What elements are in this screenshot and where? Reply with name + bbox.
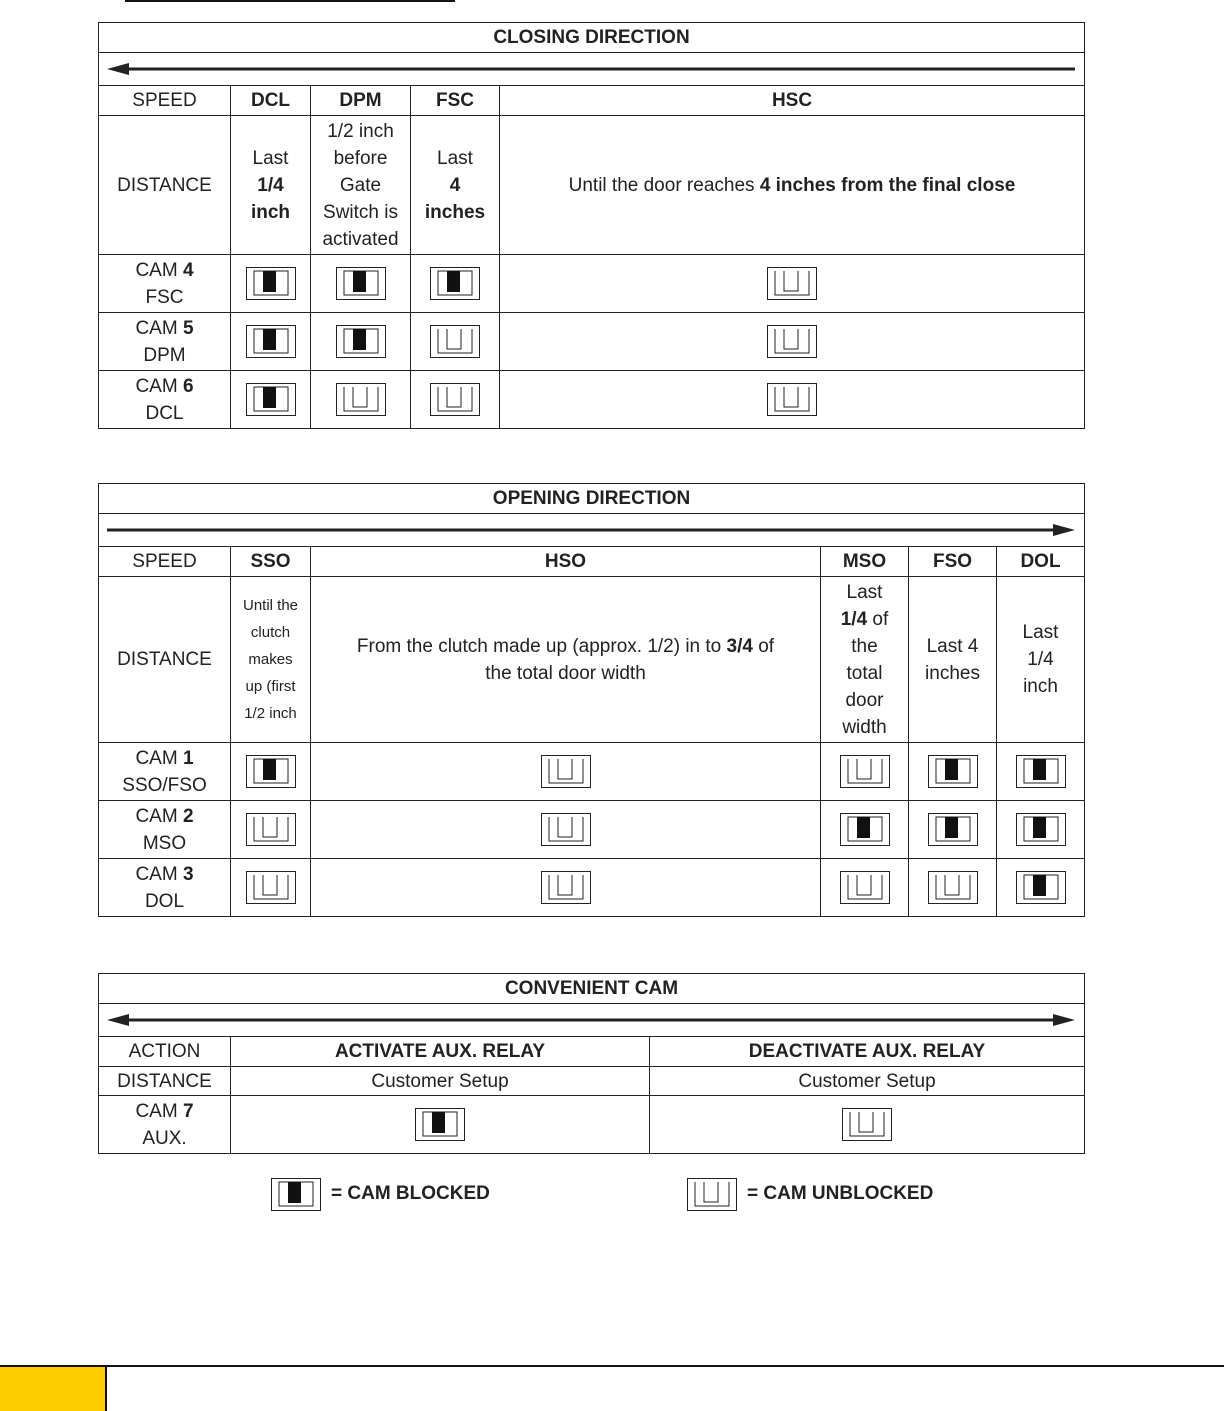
closing-distance-dpm: 1/2 inch before Gate Switch is activated — [311, 116, 411, 255]
table-row — [99, 371, 1085, 429]
cam-label: CAM 3 DOL — [99, 859, 231, 917]
cam-unblocked-icon — [767, 325, 817, 358]
cam-blocked-icon — [1016, 871, 1066, 904]
convenient-title: CONVENIENT CAM — [99, 974, 1085, 1004]
opening-col-mso: MSO — [821, 547, 909, 577]
table-row — [99, 743, 1085, 801]
cam-unblocked-icon — [840, 755, 890, 788]
opening-distance-sso: Until the clutch makes up (first 1/2 inch — [231, 577, 311, 743]
cam-unblocked-icon — [336, 383, 386, 416]
closing-distance-fsc: Last 4 inches — [411, 116, 500, 255]
opening-distance-hso: From the clutch made up (approx. 1/2) in to 3/4 of the total door width — [311, 577, 821, 743]
closing-col-dcl: DCL — [231, 86, 311, 116]
opening-distance-label: DISTANCE — [99, 577, 231, 743]
footer-rule — [0, 1365, 1224, 1367]
double-arrow-icon — [99, 1004, 1084, 1036]
cam-unblocked-icon — [687, 1178, 737, 1211]
opening-distance-mso: Last 1/4 of the total door width — [821, 577, 909, 743]
table-row — [99, 801, 1085, 859]
cam-unblocked-icon — [430, 383, 480, 416]
table-row — [99, 313, 1085, 371]
cam-blocked-icon — [246, 383, 296, 416]
cam-blocked-icon — [246, 325, 296, 358]
closing-col-fsc: FSC — [411, 86, 500, 116]
closing-arrow-row — [99, 53, 1085, 86]
cam-blocked-icon — [246, 267, 296, 300]
cam-blocked-icon — [928, 755, 978, 788]
cam-label: CAM 4 FSC — [99, 255, 231, 313]
cam-unblocked-icon — [767, 383, 817, 416]
header-underline — [125, 0, 455, 2]
table-row — [99, 255, 1085, 313]
cam-blocked-icon — [928, 813, 978, 846]
closing-distance-label: DISTANCE — [99, 116, 231, 255]
cam-unblocked-icon — [246, 871, 296, 904]
opening-arrow-row — [99, 514, 1085, 547]
closing-distance-dcl: Last 1/4 inch — [231, 116, 311, 255]
closing-speed-label: SPEED — [99, 86, 231, 116]
footer-accent-block — [0, 1367, 107, 1411]
convenient-cam-table — [98, 973, 1085, 1154]
opening-direction-table — [98, 483, 1085, 917]
legend-blocked — [271, 1176, 490, 1212]
right-arrow-icon — [99, 514, 1084, 546]
cam-label: CAM 5 DPM — [99, 313, 231, 371]
convenient-action-label: ACTION — [99, 1037, 231, 1067]
cam-unblocked-icon — [928, 871, 978, 904]
closing-col-hsc: HSC — [500, 86, 1085, 116]
left-arrow-icon — [99, 53, 1084, 85]
legend-blocked-label: = CAM BLOCKED — [331, 1183, 490, 1204]
cam-blocked-icon — [336, 267, 386, 300]
closing-distance-hsc: Until the door reaches 4 inches from the final close — [500, 116, 1085, 255]
opening-col-fso: FSO — [909, 547, 997, 577]
cam-unblocked-icon — [541, 871, 591, 904]
convenient-arrow-row — [99, 1004, 1085, 1037]
legend-unblocked — [687, 1176, 933, 1212]
convenient-col-activate: ACTIVATE AUX. RELAY — [231, 1037, 650, 1067]
cam-blocked-icon — [246, 755, 296, 788]
convenient-distance-activate: Customer Setup — [231, 1067, 650, 1096]
opening-col-hso: HSO — [311, 547, 821, 577]
cam-blocked-icon — [1016, 755, 1066, 788]
cam-unblocked-icon — [246, 813, 296, 846]
cam-label: CAM 2 MSO — [99, 801, 231, 859]
cam-label: CAM 1 SSO/FSO — [99, 743, 231, 801]
cam-blocked-icon — [840, 813, 890, 846]
opening-col-dol: DOL — [997, 547, 1085, 577]
cam-unblocked-icon — [840, 871, 890, 904]
table-row — [99, 859, 1085, 917]
cam-blocked-icon — [271, 1178, 321, 1211]
opening-distance-dol: Last 1/4 inch — [997, 577, 1085, 743]
convenient-distance-deactivate: Customer Setup — [650, 1067, 1085, 1096]
cam-unblocked-icon — [541, 813, 591, 846]
table-row — [99, 1096, 1085, 1154]
cam-unblocked-icon — [767, 267, 817, 300]
cam-label: CAM 6 DCL — [99, 371, 231, 429]
opening-col-sso: SSO — [231, 547, 311, 577]
cam-unblocked-icon — [430, 325, 480, 358]
convenient-col-deactivate: DEACTIVATE AUX. RELAY — [650, 1037, 1085, 1067]
convenient-distance-label: DISTANCE — [99, 1067, 231, 1096]
cam-blocked-icon — [415, 1108, 465, 1141]
cam-unblocked-icon — [541, 755, 591, 788]
closing-title: CLOSING DIRECTION — [99, 23, 1085, 53]
cam-label: CAM 7 AUX. — [99, 1096, 231, 1154]
opening-distance-fso: Last 4 inches — [909, 577, 997, 743]
legend-unblocked-label: = CAM UNBLOCKED — [747, 1183, 934, 1204]
cam-blocked-icon — [1016, 813, 1066, 846]
cam-blocked-icon — [430, 267, 480, 300]
opening-title: OPENING DIRECTION — [99, 484, 1085, 514]
opening-speed-label: SPEED — [99, 547, 231, 577]
closing-direction-table — [98, 22, 1085, 429]
cam-blocked-icon — [336, 325, 386, 358]
cam-unblocked-icon — [842, 1108, 892, 1141]
closing-col-dpm: DPM — [311, 86, 411, 116]
